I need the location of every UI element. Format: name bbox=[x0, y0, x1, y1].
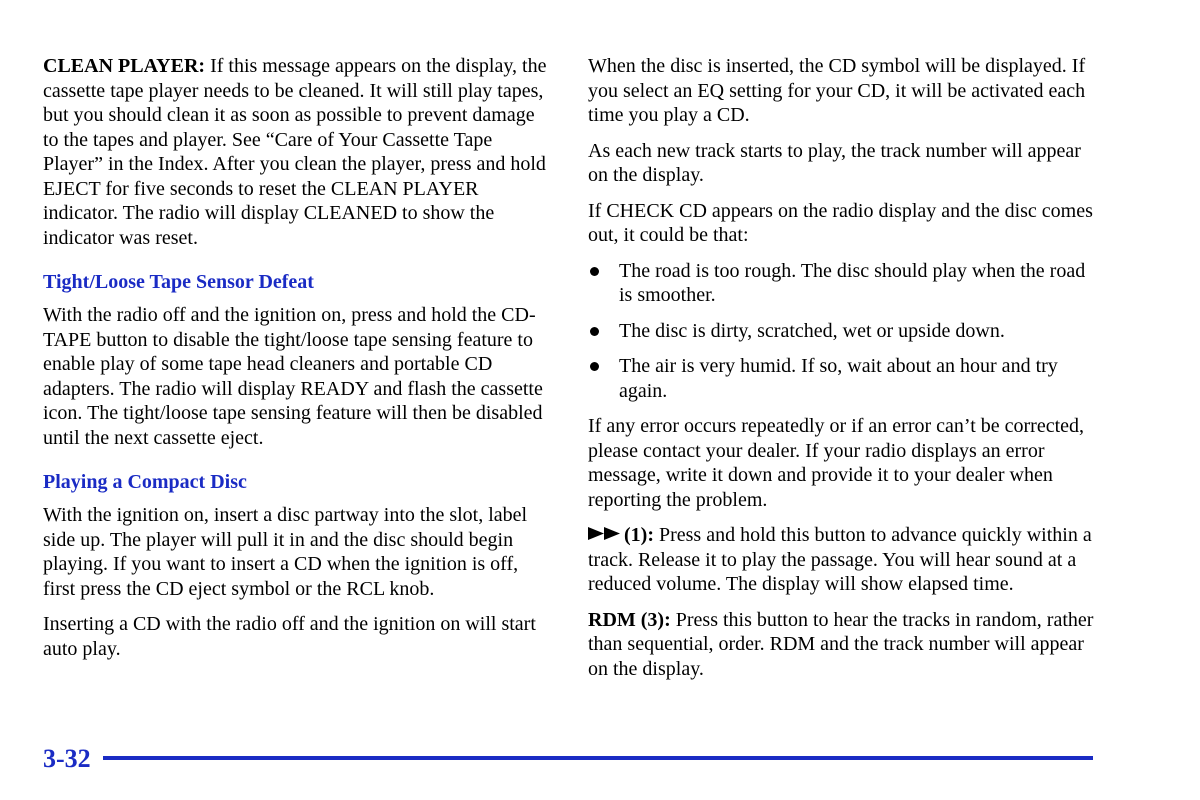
list-item bbox=[588, 259, 1100, 308]
bullet-text: The disc is dirty, scratched, wet or upside down. bbox=[619, 319, 1005, 342]
track-number-paragraph: As each new track starts to play, the track number will appear on the display. bbox=[588, 139, 1081, 186]
tape-sensor-paragraph: With the radio off and the ignition on, press and hold the CD-TAPE button to disable the tight/loose tape sensing feature to enable play of some tape head cleaners and portable CD adapters. The radio will display READY and flash the cassette icon. The tight/loose tape sensing feature will then be disabled until the next cassette eject. bbox=[43, 304, 543, 449]
fast-forward-icon bbox=[588, 526, 622, 541]
fast-forward-lead: (1): bbox=[624, 524, 654, 546]
left-column bbox=[43, 54, 555, 672]
random-paragraph bbox=[588, 608, 1100, 682]
compact-disc-heading: Playing a Compact Disc bbox=[43, 471, 247, 493]
fast-forward-body: Press and hold this button to advance quickly within a track. Release it to play the passage. You will hear sound at a reduced volume. The display will show elapsed time. bbox=[588, 524, 1092, 595]
insert-disc-paragraph: With the ignition on, insert a disc partway into the slot, label side up. The player will pull it in and the disc should begin playing. If you want to insert a CD when the ignition is off, first press the CD eject symbol or the RCL knob. bbox=[43, 504, 528, 600]
clean-player-body: If this message appears on the display, the cassette tape player needs to be cleaned. It will still play tapes, but you should clean it as soon as possible to prevent damage to the tapes and player. See “Care of Your Cassette Tape Player” in the Index. After you clean the player, press and hold EJECT for five seconds to reset the CLEAN PLAYER indicator. The radio will display CLEANED to show the indicator was reset. bbox=[43, 55, 547, 249]
clean-player-lead: CLEAN PLAYER: bbox=[43, 55, 206, 77]
page-number: 3-32 bbox=[43, 744, 91, 773]
auto-play-paragraph: Inserting a CD with the radio off and the ignition on will start auto play. bbox=[43, 613, 536, 660]
right-column bbox=[588, 54, 1100, 692]
page-footer bbox=[43, 744, 1103, 774]
check-cd-causes-list bbox=[588, 259, 1100, 404]
list-item bbox=[588, 319, 1100, 344]
bullet-icon bbox=[590, 362, 599, 371]
bullet-icon bbox=[590, 327, 599, 336]
cd-symbol-paragraph: When the disc is inserted, the CD symbol will be displayed. If you select an EQ setting for your CD, it will be activated each time you play a CD. bbox=[588, 55, 1086, 126]
clean-player-paragraph bbox=[43, 54, 555, 250]
bullet-text: The air is very humid. If so, wait about an hour and try again. bbox=[619, 355, 1058, 402]
random-lead: RDM (3): bbox=[588, 608, 671, 631]
bullet-icon bbox=[590, 267, 599, 276]
error-paragraph: If any error occurs repeatedly or if an error can’t be corrected, please contact your dealer. If your radio displays an error message, write it down and provide it to your dealer when reporting the problem. bbox=[588, 415, 1085, 511]
fast-forward-paragraph bbox=[588, 523, 1100, 597]
footer-rule bbox=[103, 756, 1093, 760]
check-cd-paragraph: If CHECK CD appears on the radio display and the disc comes out, it could be that: bbox=[588, 199, 1093, 246]
list-item bbox=[588, 354, 1100, 403]
random-body: Press this button to hear the tracks in random, rather than sequential, order. RDM and the track number will appear on the display. bbox=[588, 608, 1094, 680]
tape-sensor-heading: Tight/Loose Tape Sensor Defeat bbox=[43, 271, 314, 293]
bullet-text: The road is too rough. The disc should play when the road is smoother. bbox=[619, 259, 1086, 306]
